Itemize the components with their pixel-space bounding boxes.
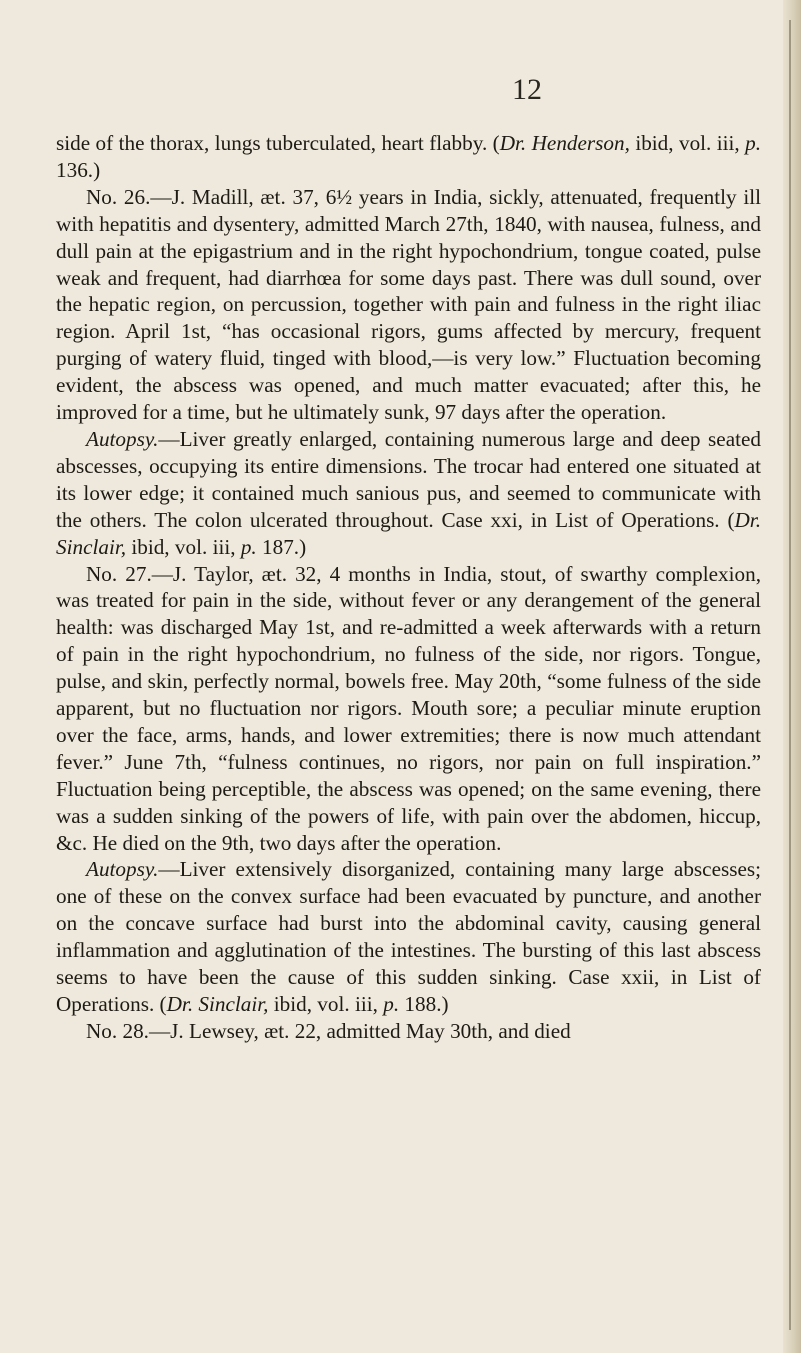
text-run: —Liver extensively disorganized, containing many large abscesses; one of these on the convex surface had been evacuated by puncture, and another on the concave surface had burst into the abdominal cavity, causing general inflammation and agglutination of the intestines. The bursting of this last abscess seems to have been the cause of this sudden sinking. Case xxii, in List of Operations. (: [56, 857, 761, 1016]
text-run: side of the thorax, lungs tuberculated, heart flabby. (: [56, 131, 500, 155]
text-run: —Liver greatly enlarged, containing numerous large and deep seated abscesses, occupying its entire dimensions. The trocar had entered one situated at its lower edge; it contained much sanious pus, and seemed to communicate with the others. The colon ulcerated throughout. Case xxi, in List of Operations. (: [56, 426, 761, 532]
paragraph-case-26: No. 26.—J. Madill, æt. 37, 6½ years in India, sickly, attenuated, frequently ill with hepatitis and dysentery, admitted March 27th, 1840, with nausea, fulness, and dull pain at the epigastrium and in the right hypochondrium, tongue coated, pulse weak and frequent, had diarrhœa for some days past. There was dull sound, over the hepatic region, on percussion, together with pain and fulness in the right iliac region. April 1st, “has occasional rigors, gums affected by mercury, frequent purging of watery fluid, tinged with blood,—is very low.” Fluctuation becoming evident, the abscess was opened, and much matter evacuated; after this, he improved for a time, but he ultimately sunk, 97 days after the operation.: [56, 184, 761, 425]
paragraph-autopsy-26: [56, 426, 761, 561]
text-run-italic: p.: [745, 131, 762, 155]
text-run-italic: Dr. Sinclair,: [56, 507, 761, 559]
text-run: ibid, vol. iii,: [268, 992, 384, 1016]
paragraph-case-28: No. 28.—J. Lewsey, æt. 22, admitted May 30th, and died: [86, 1018, 571, 1043]
text-run-italic: Dr. Sinclair,: [166, 992, 269, 1016]
page-edge: [783, 0, 801, 1353]
text-run-italic: Autopsy.: [86, 426, 159, 451]
paragraph-case-27: No. 27.—J. Taylor, æt. 32, 4 months in India, stout, of swarthy complexion, was treated for pain in the side, without fever or any derangement of the general health: was discharged May 1st, and re-admitted a week afterwards with a return of pain in the right hypochondrium, no fulness of the side, nor rigors. Tongue, pulse, and skin, perfectly normal, bowels free. May 20th, “some fulness of the side apparent, but no fluctuation nor rigors. Mouth sore; a peculiar minute eruption over the face, arms, hands, and lower extremities; there is now much attendant fever.” June 7th, “fulness continues, no rigors, nor pain on full inspiration.” Fluctuation being perceptible, the abscess was opened; on the same evening, there was a sudden sinking of the powers of life, with pain over the abdomen, hiccup, &c. He died on the 9th, two days after the operation.: [56, 561, 761, 855]
text-run: ibid, vol. iii,: [126, 534, 241, 559]
text-run: 187.): [256, 534, 307, 559]
text-run-italic: p.: [240, 534, 257, 559]
text-run: ibid, vol. iii,: [629, 131, 746, 155]
paragraph-continuation: [56, 130, 761, 184]
page-number: 12: [512, 73, 542, 106]
text-run-italic: Dr. Henderson,: [499, 131, 630, 155]
body-text: [56, 130, 761, 1045]
paragraph-autopsy-27: [56, 856, 761, 1017]
text-run-italic: Autopsy.: [86, 857, 159, 882]
text-run: 188.): [399, 992, 449, 1016]
text-run: 136.): [56, 157, 101, 182]
page-edge-line: [789, 20, 791, 1330]
text-run-italic: p.: [383, 992, 400, 1016]
